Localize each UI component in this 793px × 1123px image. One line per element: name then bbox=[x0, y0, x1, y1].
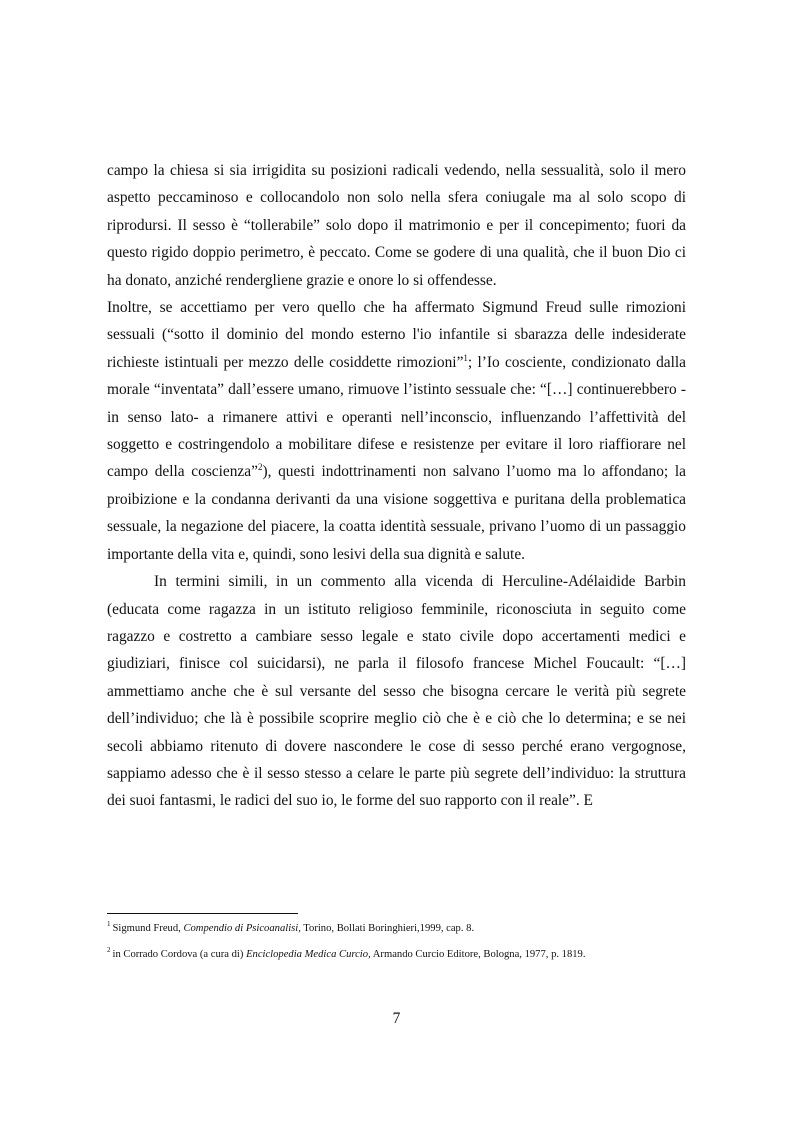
footnote-2-text-b: , Armando Curcio Editore, Bologna, 1977, p. 1819. bbox=[368, 949, 586, 960]
footnote-1 bbox=[107, 922, 707, 936]
paragraph-1: campo la chiesa si sia irrigidita su posizioni radicali vedendo, nella sessualità, solo il mero aspetto peccaminoso e collocandolo non solo nella sfera coniugale ma al solo scopo di riprodursi. Il sesso è “tollerabile” solo dopo il matrimonio e per il concepimento; fuori da questo rigido doppio perimetro, è peccato. Come se godere di una qualità, che il buon Dio ci ha donato, anziché rendergliene grazie e onore lo si offendesse. bbox=[107, 162, 686, 289]
paragraph-2-part-b: ; l’Io cosciente, condizionato dalla morale “inventata” dall’essere umano, rimuove l’istinto sessuale che: “[…] continuerebbero -in senso lato- a rimanere attivi e operanti nell’inconscio, influenzando l’affettività del soggetto e costringendolo a mobilitare difese e resistenze per evitare il loro riaffiorare nel campo della coscienza” bbox=[107, 353, 686, 481]
footnote-2-text-a: in Corrado Cordova (a cura di) bbox=[112, 949, 247, 960]
footnote-1-text-a: Sigmund Freud, bbox=[112, 923, 184, 934]
footnote-divider bbox=[107, 913, 298, 914]
footnote-2 bbox=[107, 948, 707, 962]
paragraph-2-part-c: ), questi indottrinamenti non salvano l’uomo ma lo affondano; la proibizione e la condanna derivanti da una visione soggettiva e puritana della problematica sessuale, la negazione del piacere, la coatta identità sessuale, privano l’uomo di un passaggio importante della vita e, quindi, sono lesivi della sua dignità e salute. bbox=[107, 463, 686, 563]
page-number: 7 bbox=[392, 1010, 401, 1027]
paragraph-2 bbox=[107, 294, 686, 568]
paragraph-2-part-a: Inoltre, se accettiamo per vero quello che ha affermato Sigmund Freud sulle rimozioni sessuali (“sotto il dominio del mondo esterno l'io infantile si sbarazza delle indesiderate richieste istintuali per mezzo delle cosiddette rimozioni” bbox=[107, 299, 686, 371]
footnote-ref-2[interactable]: 2 bbox=[257, 462, 263, 473]
footnote-ref-1[interactable]: 1 bbox=[463, 352, 468, 363]
paragraph-3: In termini simili, in un commento alla vicenda di Herculine-Adélaidide Barbin (educata come ragazza in un istituto religioso femminile, riconosciuta in seguito come ragazzo e costretto a cambiare sesso legale e stato civile dopo accertamenti medici e giudiziari, finisce col suicidarsi), ne parla il filosofo francese Michel Foucault: “[…] ammettiamo anche che è sul versante del sesso che bisogna cercare le verità più segrete dell’individuo; che là è possibile scoprire meglio ciò che è e ciò che lo determina; e se nei secoli abbiamo ritenuto di dovere nascondere le cose di sesso perché erano vergognose, sappiamo adesso che è il sesso stesso a celare le parte più segrete dell’individuo: la struttura dei suoi fantasmi, le radici del suo io, le forme del suo rapporto con il reale”. E bbox=[107, 573, 686, 810]
body-text bbox=[107, 157, 686, 815]
footnote-1-title: Compendio di Psicoanalisi bbox=[183, 923, 299, 934]
footnote-1-text-b: , Torino, Bollati Boringhieri,1999, cap. 8. bbox=[298, 923, 475, 934]
footnote-2-number: 2 bbox=[107, 946, 111, 955]
footnote-1-number: 1 bbox=[107, 920, 111, 929]
footnote-2-title: Enciclopedia Medica Curcio bbox=[246, 949, 369, 960]
